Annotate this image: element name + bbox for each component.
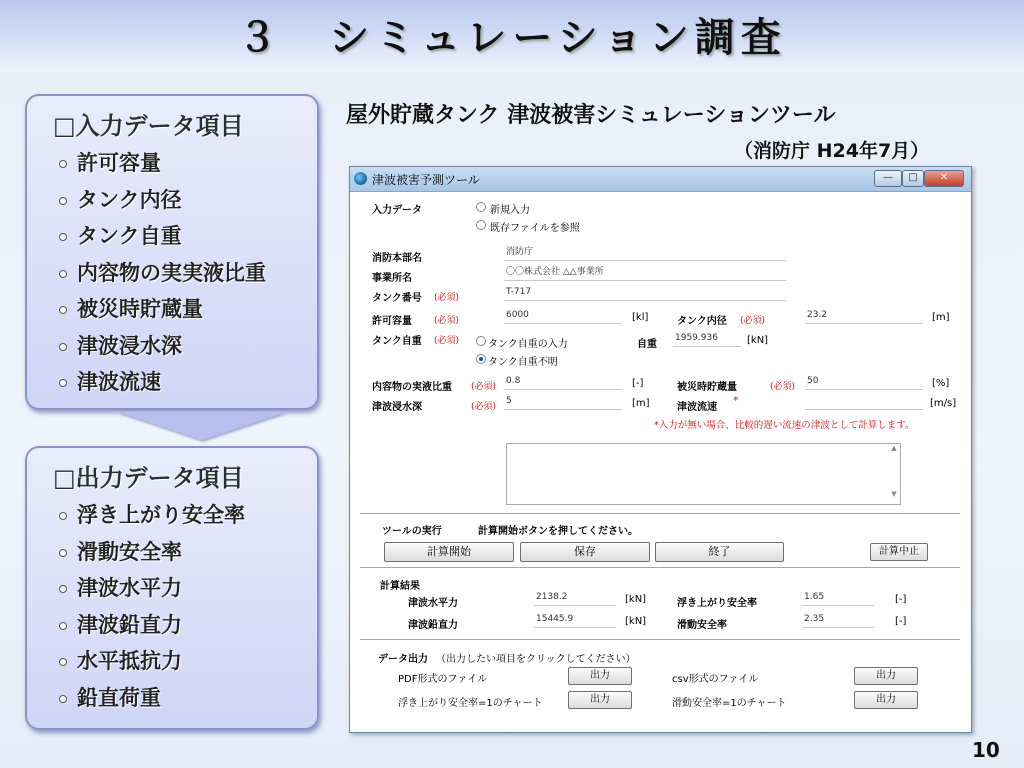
required-mark: (必須) bbox=[434, 336, 460, 346]
input-item-label: 被災時貯蔵量 bbox=[77, 297, 203, 321]
output-item-label: 滑動安全率 bbox=[77, 539, 182, 564]
minimize-button[interactable]: — bbox=[874, 170, 902, 187]
scroll-up-icon[interactable]: ▲ bbox=[891, 444, 897, 452]
maximize-button[interactable]: □ bbox=[902, 170, 924, 187]
input-item bbox=[59, 145, 317, 182]
input-item bbox=[59, 364, 317, 401]
density-field[interactable]: 0.8 bbox=[504, 374, 622, 390]
input-data-panel bbox=[25, 94, 319, 410]
input-item-label: 内容物の実実液比重 bbox=[77, 260, 266, 285]
self-weight-field[interactable]: 1959.936 bbox=[673, 331, 741, 347]
scroll-down-icon[interactable]: ▼ bbox=[891, 490, 897, 498]
output-item bbox=[59, 534, 317, 571]
window-title: 津波被害予測ツール bbox=[372, 173, 480, 187]
save-button[interactable]: 保存 bbox=[520, 542, 650, 562]
input-item-label: 津波流速 bbox=[77, 370, 161, 394]
bullet-icon bbox=[59, 695, 67, 703]
pdf-output-button[interactable]: 出力 bbox=[568, 667, 632, 685]
app-icon bbox=[354, 172, 367, 185]
separator bbox=[360, 567, 960, 569]
diameter-field[interactable]: 23.2 bbox=[805, 308, 923, 324]
horizontal-force-unit: [kN] bbox=[625, 594, 647, 605]
radio-self-weight-unknown[interactable] bbox=[476, 354, 486, 364]
input-item bbox=[59, 328, 317, 365]
bullet-icon bbox=[59, 549, 67, 557]
input-item bbox=[59, 218, 317, 255]
self-weight-field-label: 自重 bbox=[637, 339, 657, 350]
output-panel-heading: □出力データ項目 bbox=[53, 464, 244, 492]
separator bbox=[360, 639, 960, 641]
required-mark: (必須) bbox=[434, 316, 460, 326]
diameter-unit: [m] bbox=[932, 312, 950, 323]
radio-self-weight-input[interactable] bbox=[476, 336, 486, 346]
exit-button[interactable]: 終了 bbox=[655, 542, 784, 562]
bullet-icon bbox=[59, 658, 67, 666]
results-label: 計算結果 bbox=[380, 581, 420, 592]
tank-no-label: タンク番号 bbox=[372, 293, 422, 304]
storage-field[interactable]: 50 bbox=[805, 374, 923, 390]
uplift-chart-output-button[interactable]: 出力 bbox=[568, 691, 632, 709]
tool-window bbox=[349, 166, 972, 733]
output-item-label: 浮き上がり安全率 bbox=[77, 503, 245, 527]
uplift-chart-label: 浮き上がり安全率=1のチャート bbox=[398, 698, 543, 709]
output-item-label: 津波水平力 bbox=[77, 576, 182, 600]
fire-dept-field[interactable]: 消防庁 bbox=[504, 245, 786, 261]
velocity-label: 津波流速 bbox=[677, 402, 717, 413]
required-mark: (必須) bbox=[770, 382, 796, 392]
velocity-optional-mark: * bbox=[733, 394, 739, 407]
stop-calc-button[interactable]: 計算中止 bbox=[870, 543, 928, 561]
horizontal-force-value: 2138.2 bbox=[534, 590, 616, 606]
uplift-unit: [-] bbox=[895, 594, 907, 605]
output-item bbox=[59, 497, 317, 534]
office-label: 事業所名 bbox=[372, 273, 412, 284]
capacity-field[interactable]: 6000 bbox=[504, 308, 622, 324]
uplift-value: 1.65 bbox=[802, 590, 874, 606]
required-mark: (必須) bbox=[471, 382, 497, 392]
input-item-label: 許可容量 bbox=[77, 151, 161, 175]
capacity-unit: [kl] bbox=[632, 312, 649, 323]
diameter-label: タンク内径 bbox=[677, 316, 727, 327]
slide-source: （消防庁 H24年7月） bbox=[734, 140, 930, 162]
bullet-icon bbox=[59, 270, 67, 278]
office-field[interactable]: 〇〇株式会社 △△事業所 bbox=[504, 265, 786, 281]
required-mark: (必須) bbox=[740, 316, 766, 326]
bullet-icon bbox=[59, 585, 67, 593]
storage-unit: [%] bbox=[932, 378, 950, 389]
radio-existing-file[interactable] bbox=[476, 220, 486, 230]
csv-output-label: csv形式のファイル bbox=[672, 674, 759, 685]
bullet-icon bbox=[59, 197, 67, 205]
close-button[interactable]: ✕ bbox=[924, 170, 964, 187]
density-unit: [-] bbox=[632, 378, 644, 389]
input-item-label: タンク自重 bbox=[77, 224, 182, 248]
storage-label: 被災時貯蔵量 bbox=[677, 382, 737, 393]
input-data-label: 入力データ bbox=[372, 205, 422, 216]
vertical-force-label: 津波鉛直力 bbox=[408, 620, 458, 631]
sliding-label: 滑動安全率 bbox=[677, 620, 727, 631]
depth-unit: [m] bbox=[632, 398, 650, 409]
input-item bbox=[59, 255, 317, 292]
vertical-force-unit: [kN] bbox=[625, 616, 647, 627]
start-calc-button[interactable]: 計算開始 bbox=[384, 542, 514, 562]
slide-subtitle: 屋外貯蔵タンク 津波被害シミュレーションツール bbox=[346, 103, 836, 128]
radio-existing-label: 既存ファイルを参照 bbox=[490, 223, 580, 234]
log-textarea[interactable] bbox=[506, 443, 901, 505]
capacity-label: 許可容量 bbox=[372, 316, 412, 327]
output-data-panel bbox=[25, 446, 319, 730]
bullet-icon bbox=[59, 233, 67, 241]
bullet-icon bbox=[59, 343, 67, 351]
vertical-force-value: 15445.9 bbox=[534, 612, 616, 628]
bullet-icon bbox=[59, 622, 67, 630]
input-item-label: 津波浸水深 bbox=[77, 333, 182, 358]
data-output-label: データ出力 bbox=[378, 654, 428, 665]
sliding-chart-label: 滑動安全率=1のチャート bbox=[672, 698, 787, 709]
pdf-output-label: PDF形式のファイル bbox=[398, 674, 488, 685]
bullet-icon bbox=[59, 160, 67, 168]
output-item bbox=[59, 607, 317, 644]
output-item-label: 水平抵抗力 bbox=[77, 649, 182, 673]
uplift-label: 浮き上がり安全率 bbox=[677, 598, 757, 609]
bullet-icon bbox=[59, 306, 67, 314]
radio-self-weight-unknown-label: タンク自重不明 bbox=[488, 357, 558, 368]
velocity-field[interactable] bbox=[805, 394, 923, 410]
input-item bbox=[59, 182, 317, 219]
bullet-icon bbox=[59, 379, 67, 387]
slide-title: ３ シミュレーション調査 bbox=[237, 15, 787, 61]
depth-field[interactable]: 5 bbox=[504, 394, 622, 410]
output-item bbox=[59, 680, 317, 717]
output-item bbox=[59, 643, 317, 680]
output-item-label: 津波鉛直力 bbox=[77, 612, 182, 637]
output-item bbox=[59, 570, 317, 607]
run-instruction: 計算開始ボタンを押してください。 bbox=[478, 526, 638, 537]
bullet-icon bbox=[59, 512, 67, 520]
input-item-label: タンク内径 bbox=[77, 187, 182, 212]
radio-self-weight-input-label: タンク自重の入力 bbox=[488, 339, 568, 350]
density-label: 内容物の実液比重 bbox=[372, 382, 452, 393]
sliding-unit: [-] bbox=[895, 616, 907, 627]
tank-no-field[interactable]: T-717 bbox=[504, 285, 786, 301]
scrollbar[interactable] bbox=[888, 444, 900, 504]
velocity-unit: [m/s] bbox=[930, 398, 957, 409]
input-panel-heading: □入力データ項目 bbox=[53, 112, 244, 140]
down-arrow-icon bbox=[118, 412, 286, 440]
depth-label: 津波浸水深 bbox=[372, 402, 422, 413]
separator bbox=[360, 513, 960, 515]
window-titlebar[interactable] bbox=[350, 167, 971, 192]
self-weight-unit: [kN] bbox=[747, 335, 769, 346]
self-weight-label: タンク自重 bbox=[372, 336, 422, 347]
input-item bbox=[59, 291, 317, 328]
fire-dept-label: 消防本部名 bbox=[372, 253, 422, 264]
page-number: 10 bbox=[972, 738, 1000, 762]
run-label: ツールの実行 bbox=[382, 526, 442, 537]
required-mark: (必須) bbox=[471, 402, 497, 412]
output-item-label: 鉛直荷重 bbox=[77, 685, 161, 710]
radio-new-input[interactable] bbox=[476, 202, 486, 212]
data-output-hint: （出力したい項目をクリックしてください） bbox=[436, 654, 636, 665]
csv-output-button[interactable]: 出力 bbox=[854, 667, 918, 685]
sliding-value: 2.35 bbox=[802, 612, 874, 628]
radio-new-label: 新規入力 bbox=[490, 205, 530, 216]
velocity-note: *入力が無い場合、比較的遅い流速の津波として計算します。 bbox=[654, 420, 915, 431]
required-mark: (必須) bbox=[434, 293, 460, 303]
sliding-chart-output-button[interactable]: 出力 bbox=[854, 691, 918, 709]
horizontal-force-label: 津波水平力 bbox=[408, 598, 458, 609]
